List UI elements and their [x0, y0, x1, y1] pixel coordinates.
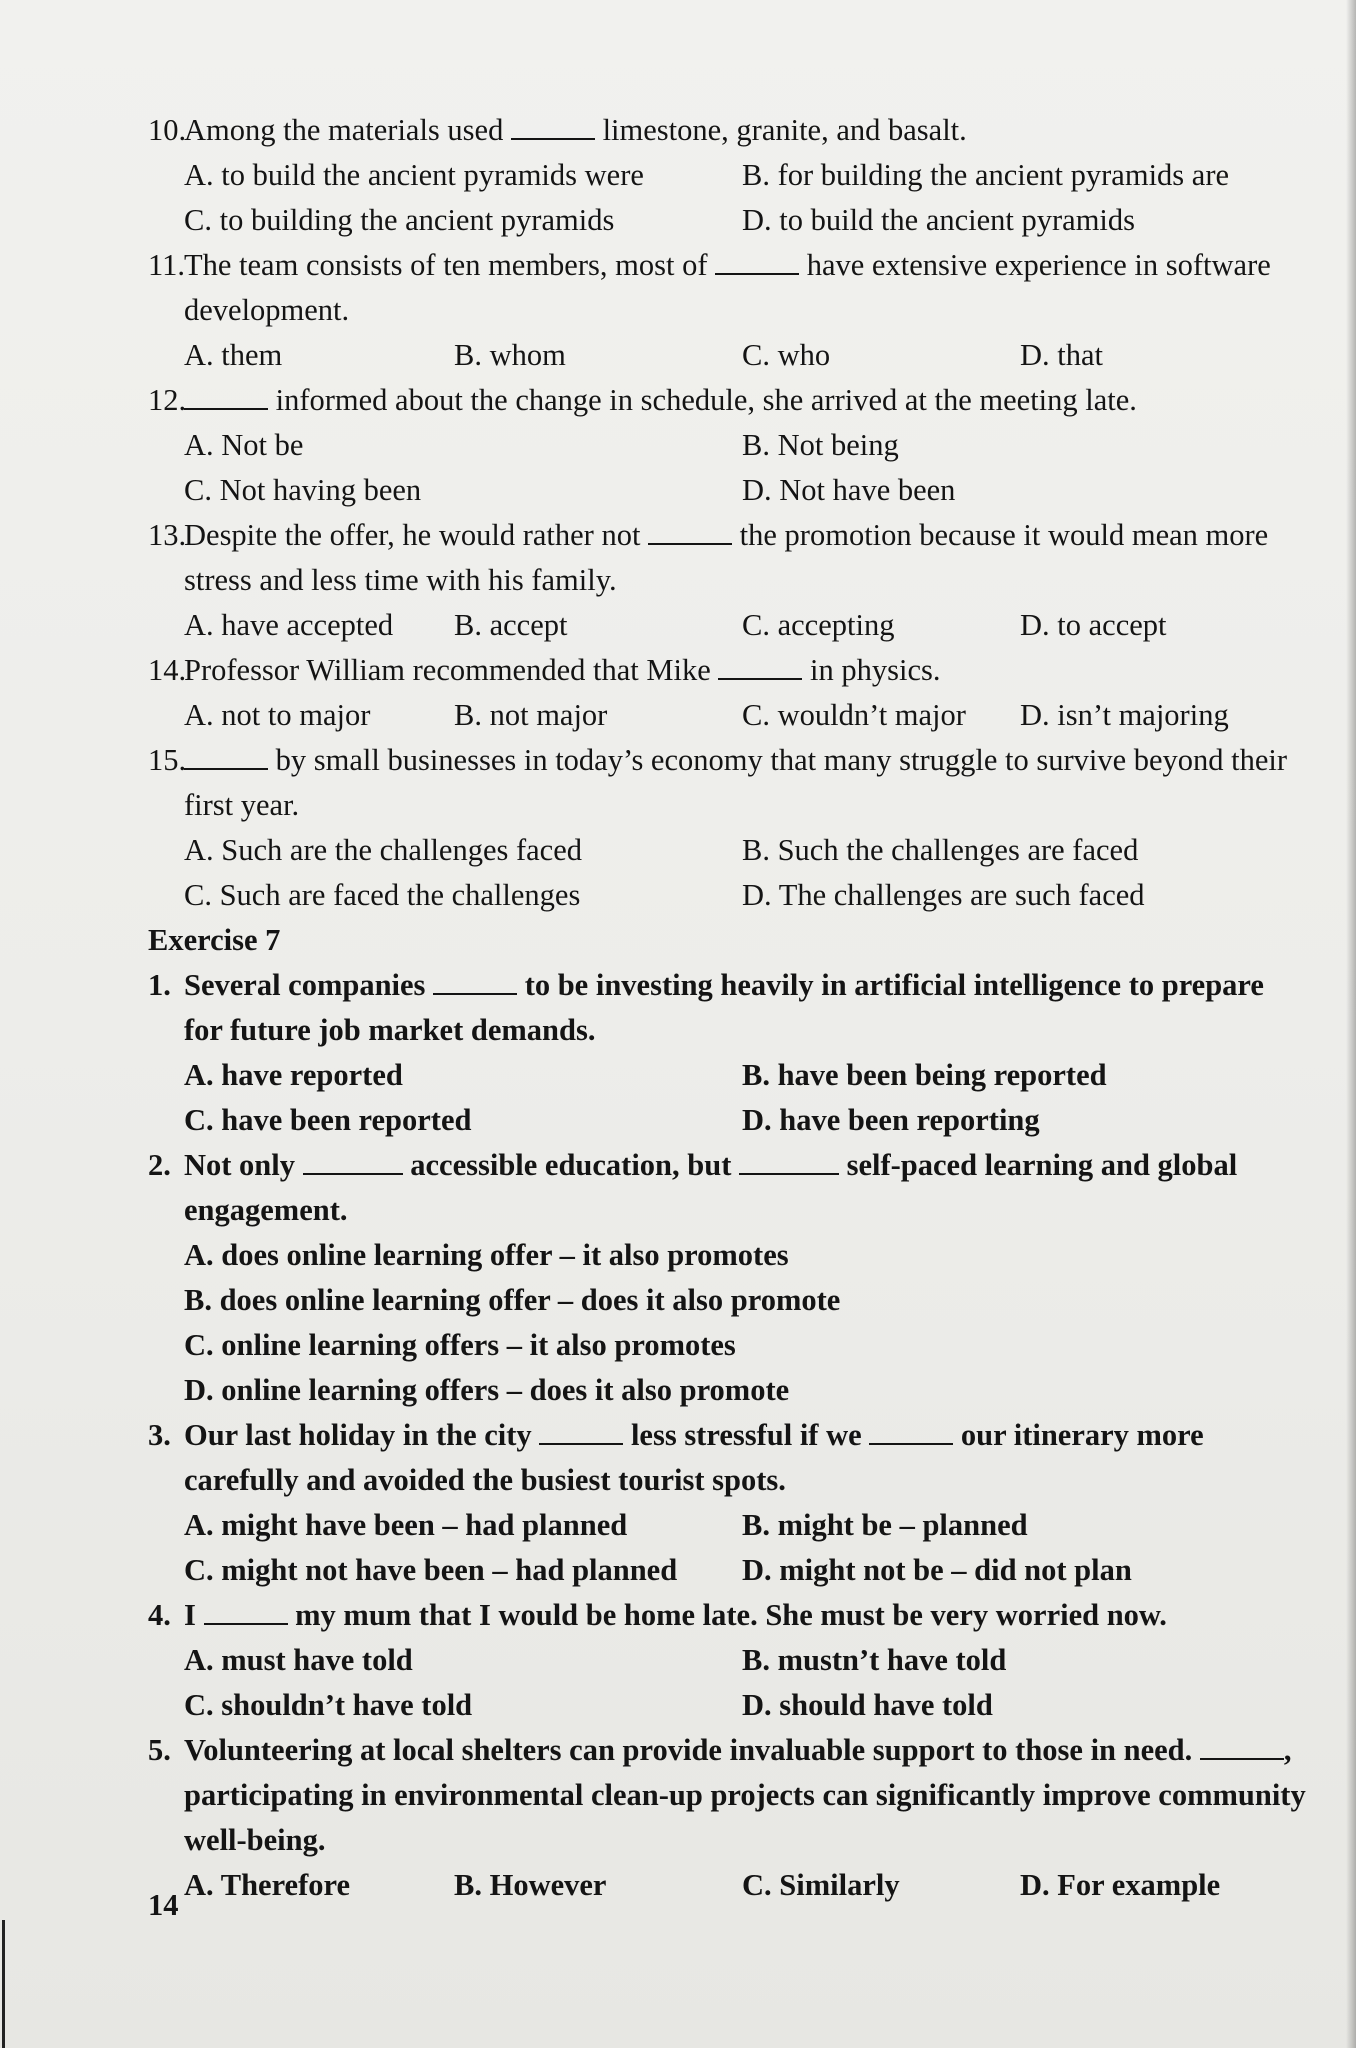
- answer-blank: [184, 742, 268, 770]
- answer-blank: [511, 112, 595, 140]
- option-c: C. accepting: [742, 608, 895, 642]
- option-a: A. have reported: [184, 1058, 403, 1092]
- question-number: 10.: [148, 113, 187, 147]
- question-number: 3.: [148, 1418, 171, 1452]
- options-row: [148, 333, 1308, 378]
- option-b: B. accept: [454, 608, 568, 642]
- option-b: B. Not being: [742, 428, 899, 462]
- option-b: B. not major: [454, 698, 608, 732]
- option-b: B. does online learning offer – does it also promote: [184, 1283, 841, 1317]
- question-2: [148, 1143, 1308, 1233]
- option-c: C. Not having been: [184, 473, 422, 507]
- option-a: A. does online learning offer – it also promotes: [184, 1238, 789, 1272]
- option-c: C. have been reported: [184, 1103, 472, 1137]
- options-row: [148, 828, 1308, 873]
- option-b: B. whom: [454, 338, 566, 372]
- option-d: D. online learning offers – does it also promote: [184, 1373, 790, 1407]
- option-c: C. to building the ancient pyramids: [184, 203, 615, 237]
- option-a: A. Not be: [184, 428, 304, 462]
- options-row: [148, 603, 1308, 648]
- option-c: C. wouldn’t major: [742, 698, 966, 732]
- options-row: [148, 423, 1308, 468]
- option-a: A. must have told: [184, 1643, 413, 1677]
- options-row: [148, 1863, 1308, 1908]
- question-1: [148, 963, 1308, 1053]
- option-d: D. have been reporting: [742, 1103, 1040, 1137]
- exercise-7-questions: [148, 963, 1308, 1908]
- option-d: D. that: [1020, 338, 1104, 372]
- option-c: C. might not have been – had planned: [184, 1553, 678, 1587]
- option-c: C. Such are faced the challenges: [184, 878, 581, 912]
- options-row: [148, 198, 1308, 243]
- answer-blank: [303, 1147, 403, 1175]
- question-text: The team consists of ten members, most of have extensive experience in software development.: [184, 248, 1271, 327]
- option-c: C. who: [742, 338, 831, 372]
- option-b: B. However: [454, 1868, 607, 1902]
- option-c: C. Similarly: [742, 1868, 900, 1902]
- answer-blank: [715, 247, 799, 275]
- answer-blank: [718, 652, 802, 680]
- page-shadow-edge: [1346, 0, 1356, 2048]
- question-number: 15.: [148, 743, 187, 777]
- option-a: A. to build the ancient pyramids were: [184, 158, 644, 192]
- question-3: [148, 1413, 1308, 1503]
- options-row: [148, 693, 1308, 738]
- question-text: Not only accessible education, but self-paced learning and global engagement.: [184, 1148, 1238, 1227]
- answer-blank: [648, 517, 732, 545]
- exercise-content: [148, 108, 1308, 1908]
- answer-blank: [433, 967, 517, 995]
- question-text: I my mum that I would be home late. She must be very worried now.: [184, 1598, 1167, 1632]
- option-a: A. not to major: [184, 698, 371, 732]
- option-d: D. For example: [1020, 1868, 1221, 1902]
- answer-blank: [204, 1597, 288, 1625]
- option-c: C. shouldn’t have told: [184, 1688, 473, 1722]
- answer-blank: [739, 1147, 839, 1175]
- answer-blank: [539, 1417, 623, 1445]
- options-row: [148, 153, 1308, 198]
- option-b: B. Such the challenges are faced: [742, 833, 1139, 867]
- options-row: [148, 1098, 1308, 1143]
- option-d: D. to build the ancient pyramids: [742, 203, 1136, 237]
- question-text: Despite the offer, he would rather not the promotion because it would mean more stress and less time with his family.: [184, 518, 1269, 597]
- question-text: informed about the change in schedule, she arrived at the meeting late.: [184, 378, 1308, 423]
- question-5: [148, 1728, 1308, 1863]
- exercise-title: Exercise 7: [148, 923, 281, 957]
- question-text: Among the materials used limestone, granite, and basalt.: [184, 113, 967, 147]
- option-a: A. them: [184, 338, 283, 372]
- options-row: [148, 1683, 1308, 1728]
- question-number: 14.: [148, 653, 187, 687]
- option-a: A. Such are the challenges faced: [184, 833, 583, 867]
- option-b: B. mustn’t have told: [742, 1643, 1007, 1677]
- question-number: 13.: [148, 518, 187, 552]
- question-11: [148, 243, 1308, 333]
- options-row: [148, 468, 1308, 513]
- page-number: 14: [148, 1888, 179, 1922]
- option-a: A. have accepted: [184, 608, 394, 642]
- question-10: [148, 108, 1308, 153]
- question-text: Our last holiday in the city less stressful if we our itinerary more carefully and avoided the busiest tourist spots.: [184, 1418, 1204, 1497]
- question-13: [148, 513, 1308, 603]
- question-number: 5.: [148, 1733, 171, 1767]
- page-binding-mark: [2, 1920, 5, 2048]
- options-row: [148, 1053, 1308, 1098]
- question-number: 11.: [148, 248, 185, 282]
- question-text: Professor William recommended that Mike in physics.: [184, 653, 941, 687]
- question-text: Volunteering at local shelters can provide invaluable support to those in need. , participating in environmental clean-up projects can significantly improve community well-being.: [184, 1733, 1306, 1857]
- option-b: B. for building the ancient pyramids are: [742, 158, 1230, 192]
- question-15: [148, 738, 1308, 828]
- options-row: [148, 1638, 1308, 1683]
- options-row: [148, 1548, 1308, 1593]
- question-text: by small businesses in today’s economy that many struggle to survive beyond their first year.: [184, 743, 1288, 822]
- option-a: A. might have been – had planned: [184, 1508, 628, 1542]
- question-number: 2.: [148, 1148, 171, 1182]
- answer-blank: [869, 1417, 953, 1445]
- answer-blank: [1200, 1732, 1284, 1760]
- option-b: B. have been being reported: [742, 1058, 1107, 1092]
- option-d: D. isn’t majoring: [1020, 698, 1229, 732]
- option-b: B. might be – planned: [742, 1508, 1028, 1542]
- option-d: D. might not be – did not plan: [742, 1553, 1132, 1587]
- options-row: [148, 1503, 1308, 1548]
- options-row: [148, 873, 1308, 918]
- question-number: 12.: [148, 383, 187, 417]
- option-c: C. online learning offers – it also promotes: [184, 1328, 736, 1362]
- option-d: D. to accept: [1020, 608, 1167, 642]
- question-number: 1.: [148, 968, 171, 1002]
- option-d: D. The challenges are such faced: [742, 878, 1145, 912]
- question-text: Several companies to be investing heavily in artificial intelligence to prepare for future job market demands.: [184, 968, 1264, 1047]
- option-d: D. should have told: [742, 1688, 993, 1722]
- question-14: [148, 648, 1308, 693]
- question-12: [148, 378, 1308, 423]
- answer-blank: [184, 382, 268, 410]
- option-d: D. Not have been: [742, 473, 956, 507]
- question-number: 4.: [148, 1598, 171, 1632]
- question-4: [148, 1593, 1308, 1638]
- option-a: A. Therefore: [184, 1868, 351, 1902]
